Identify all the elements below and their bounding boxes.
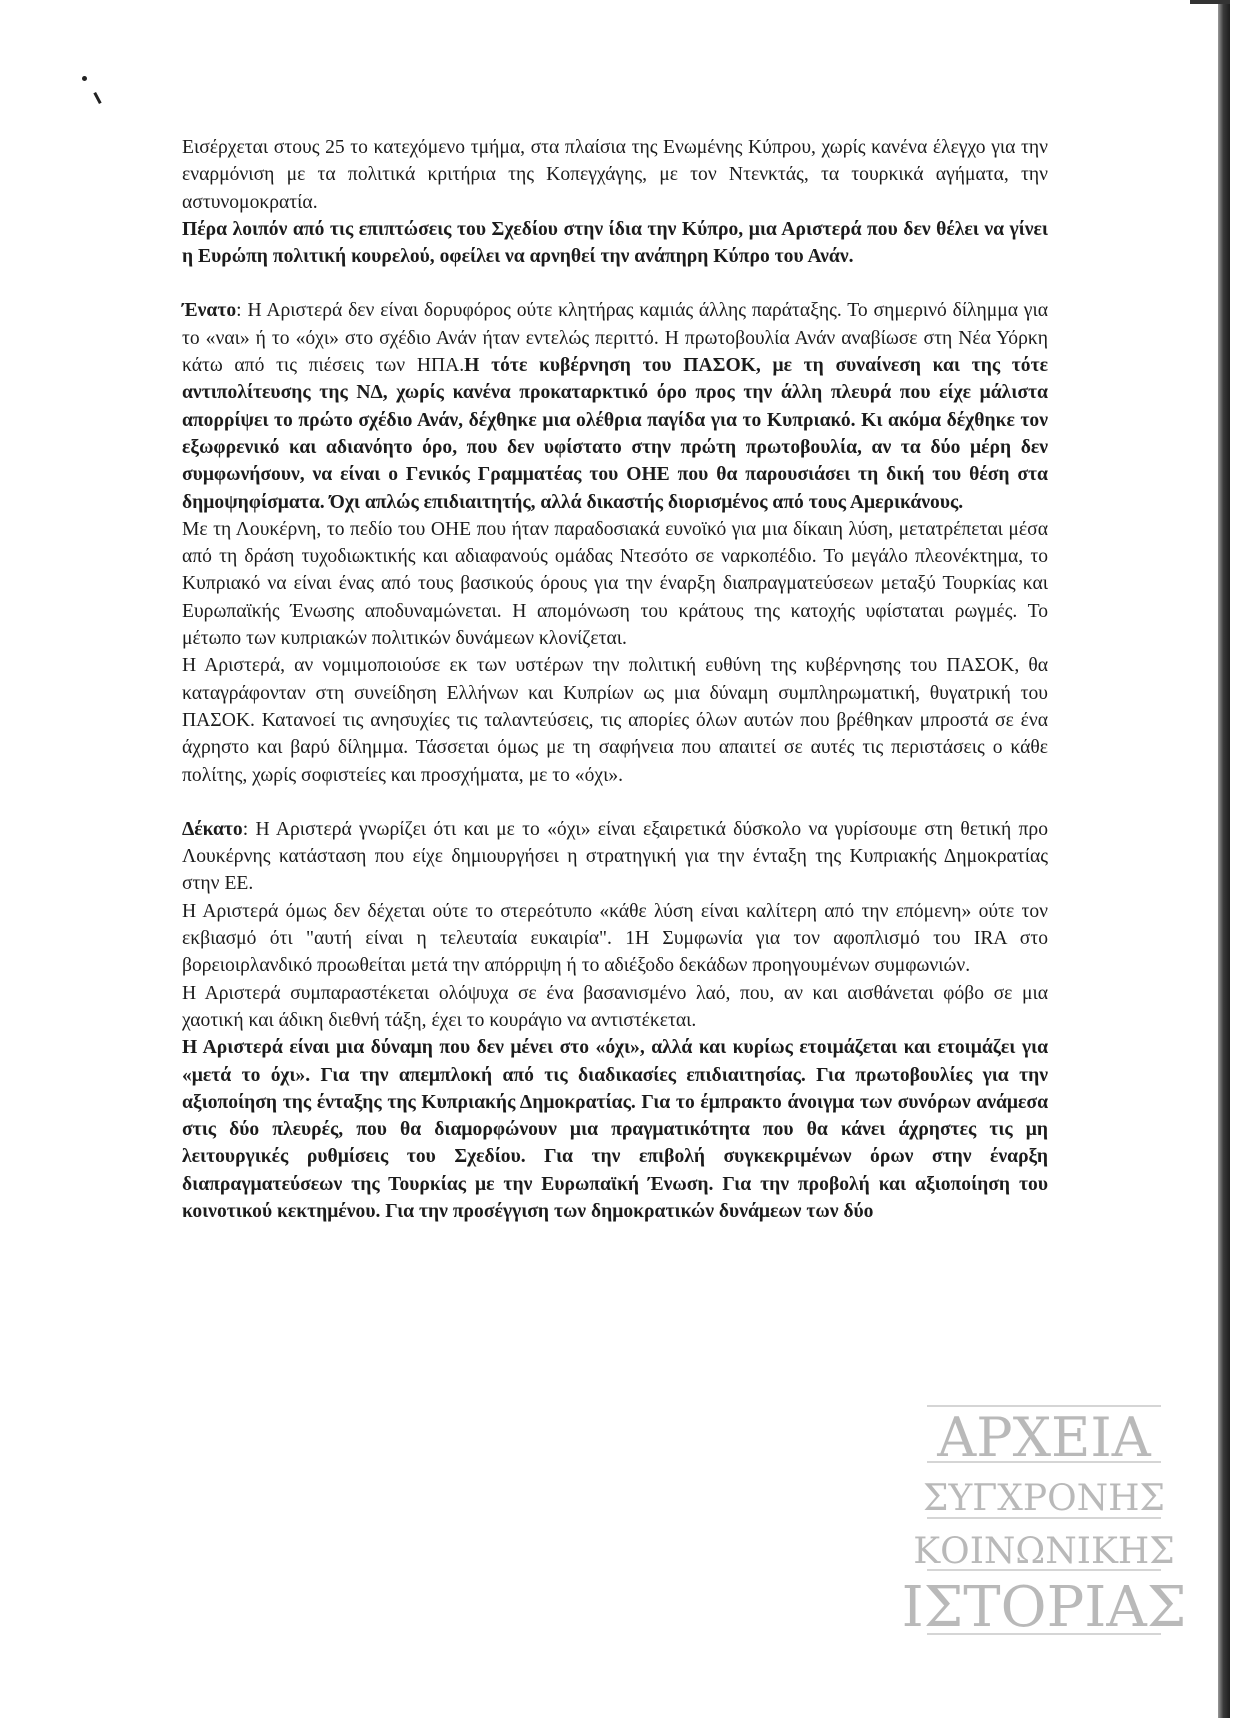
section-lead: Ένατο xyxy=(182,300,237,322)
paragraph-text: : Η Αριστερά γνωρίζει ότι και με το «όχι» είναι εξαιρετικά δύσκολο να γυρίσουμε στη θετική προ Λουκέρνης κατάσταση που είχε δημιουργήσει η στρατηγική για την ένταξη της Κυπριακής Δημοκρατίας στην ΕΕ. xyxy=(182,818,1048,895)
document-body xyxy=(182,134,1048,1225)
scan-mark xyxy=(82,76,87,81)
scan-mark xyxy=(93,92,101,104)
paragraph: Η Αριστερά συμπαραστέκεται ολόψυχα σε ένα βασανισμένο λαό, που, αν και αισθάνεται φόβο σε μια χαοτική και άδικη διεθνή τάξη, έχει το κουράγιο να αντιστέκεται. xyxy=(182,982,1048,1031)
paragraph-bold-text: Η τότε κυβέρνηση του ΠΑΣΟΚ, με τη συναίνεση και της τότε αντιπολίτευσης της ΝΔ, χωρίς κανένα προκαταρκτικό όρο προς την άλλη πλευρά που είχε μάλιστα απορρίψει το πρώτο σχέδιο Ανάν, δέχθηκε μια ολέθρια παγίδα για το Κυπριακό. Κι ακόμα δέχθηκε τον εξωφρενικό και αδιανόητο όρο, που δεν υφίστατο στην πρώτη πρωτοβουλία, αν τα δύο μέρη δεν συμφωνήσουν, να είναι ο Γενικός Γραμματέας του ΟΗΕ που θα παρουσιάσει τη δική του θέση στα δημοψηφίσματα. Όχι απλώς επιδιαιτητής, αλλά δικαστής διορισμένος από τους Αμερικάνους. xyxy=(182,355,1048,513)
scan-page-edge xyxy=(1218,0,1230,1718)
paragraph: Εισέρχεται στους 25 το κατεχόμενο τμήμα, στα πλαίσια της Ενωμένης Κύπρου, χωρίς κανένα έλεγχο για την εναρμόνιση με τα πολιτικά κριτήρια της Κοπεγχάγης, με τον Ντενκτάς, τα τουρκικά αγήματα, την αστυνομοκρατία. xyxy=(182,137,1048,213)
section-lead: Δέκατο xyxy=(182,818,243,840)
stamp-line: ΚΟΙΝΩΝΙΚΗΣ xyxy=(913,1531,1175,1572)
paragraph: Με τη Λουκέρνη, το πεδίο του ΟΗΕ που ήταν παραδοσιακά ευνοϊκό για μια δίκαιη λύση, μετατρέπεται μέσα από τη δράση τυχοδιωκτικής και αδιαφανούς ομάδας Ντεσότο σε ναρκοπέδιο. Το μεγάλο πλεονέκτημα, το Κυπριακό να είναι ένας από τους βασικούς όρους για την έναρξη διαπραγματεύσεων μεταξύ Τουρκίας και Ευρωπαϊκής Ένωσης αποδυναμώνεται. Η απομόνωση του κράτους της κατοχής υφίσταται ρωγμές. Το μέτωπο των κυπριακών πολιτικών δυνάμεων κλονίζεται. xyxy=(182,518,1048,650)
paragraph-text: : Η Αριστερά δεν είναι δορυφόρος ούτε κλητήρας καμιάς άλλης παράταξης. Το σημερινό δίλημμα για το «ναι» ή το «όχι» στο σχέδιο Ανάν ήταν εντελώς περιττό. Η πρωτοβουλία Ανάν αναβίωσε στη Νέα Υόρκη κάτω από τις πιέσεις των ΗΠΑ. xyxy=(182,300,1048,377)
stamp-line: ΣΥΓΧΡΟΝΗΣ xyxy=(923,1478,1165,1519)
stamp-line: ΙΣΤΟΡΙΑΣ xyxy=(901,1575,1187,1640)
stamp-line: ΑΡΧΕΙΑ xyxy=(937,1406,1151,1469)
scan-top-edge xyxy=(1190,0,1230,4)
archive-stamp-logo xyxy=(901,1398,1187,1640)
paragraph-bold: Πέρα λοιπόν από τις επιπτώσεις του Σχεδίου στην ίδια την Κύπρο, μια Αριστερά που δεν θέλει να γίνει η Ευρώπη πολιτική κουρελού, οφείλει να αρνηθεί την ανάπηρη Κύπρο του Ανάν. xyxy=(182,218,1048,268)
paragraph-bold: Η Αριστερά είναι μια δύναμη που δεν μένει στο «όχι», αλλά και κυρίως ετοιμάζεται και ετοιμάζει για «μετά το όχι». Για την απεμπλοκή από τις διαδικασίες επιδιαιτησίας. Για πρωτοβουλίες για την αξιοποίηση της ένταξης της Κυπριακής Δημοκρατίας. Για το έμπρακτο άνοιγμα των συνόρων ανάμεσα στις δύο πλευρές, που θα διαμορφώνουν μια πραγματικότητα που θα κάνει άχρηστες τις μη λειτουργικές ρυθμίσεις του Σχεδίου. Για την επιβολή συγκεκριμένων όρων στην έναρξη διαπραγματεύσεων της Τουρκίας με την Ευρωπαϊκή Ένωση. Για την προβολή και αξιοποίηση του κοινοτικού κεκτημένου. Για την προσέγγιση των δημοκρατικών δυνάμεων των δύο xyxy=(182,1037,1048,1222)
paragraph xyxy=(182,816,1048,898)
paragraph: Η Αριστερά όμως δεν δέχεται ούτε το στερεότυπο «κάθε λύση είναι καλίτερη από την επόμενη» ούτε τον εκβιασμό ότι "αυτή είναι η τελευταία ευκαιρία". 1Η Συμφωνία για τον αφοπλισμό του IRA στο βορειοιρλανδικό προωθείται μετά την απόρριψη ή το αδιέξοδο δεκάδων προηγουμένων συμφωνιών. xyxy=(182,900,1048,977)
paragraph xyxy=(182,297,1048,515)
paragraph: Η Αριστερά, αν νομιμοποιούσε εκ των υστέρων την πολιτική ευθύνη της κυβέρνησης του ΠΑΣΟΚ, θα καταγράφονταν στη συνείδηση Ελλήνων και Κυπρίων ως μια δύναμη συμπληρωματική, θυγατρική του ΠΑΣΟΚ. Κατανοεί τις ανησυχίες τις ταλαντεύσεις, τις απορίες όλων αυτών που βρέθηκαν μπροστά σε ένα άχρηστο και βαρύ δίλημμα. Τάσσεται όμως με τη σαφήνεια που απαιτεί σε αυτές τις περιστάσεις ο κάθε πολίτης, χωρίς σοφιστείες και προσχήματα, με το «όχι». xyxy=(182,655,1048,786)
